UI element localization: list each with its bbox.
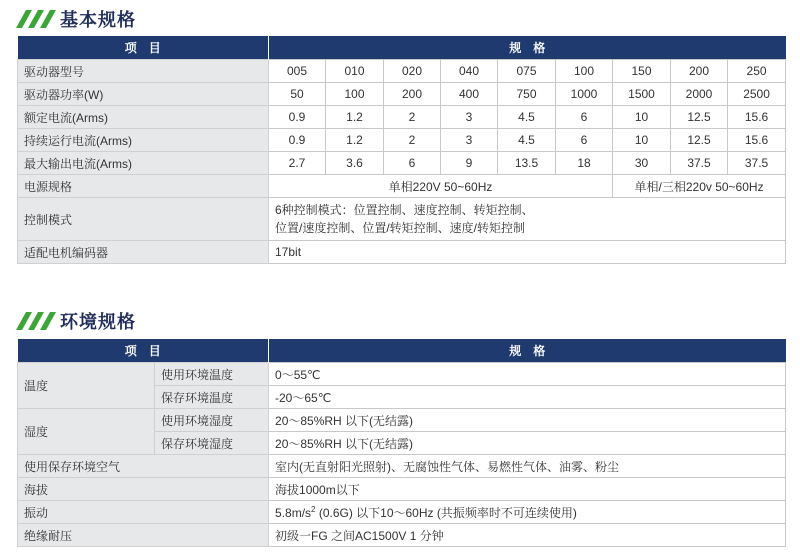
cell: 2000 (671, 83, 728, 106)
header-spec: 规 格 (269, 339, 786, 363)
cell: 4.5 (498, 129, 556, 152)
cell: 10 (613, 129, 671, 152)
cell: 0.9 (269, 129, 326, 152)
power-single-phase: 单相220V 50~60Hz (269, 175, 613, 198)
cell: 6 (556, 129, 613, 152)
row-label: 使用保存环境空气 (18, 455, 269, 478)
table-row (18, 455, 786, 478)
row-label: 持续运行电流(Arms) (18, 129, 269, 152)
row-label: 适配电机编码器 (18, 241, 269, 264)
cell: 初级一FG 之间AC1500V 1 分钟 (269, 524, 786, 547)
table-row (18, 478, 786, 501)
table-row (18, 524, 786, 547)
control-mode-line-2: 位置/速度控制、位置/转矩控制、速度/转矩控制 (275, 221, 526, 235)
basic-spec-heading (16, 7, 136, 31)
cell: 37.5 (728, 152, 786, 175)
header-item: 项 目 (18, 36, 269, 60)
cell: 150 (613, 60, 671, 83)
sub-label: 使用环境温度 (155, 363, 269, 386)
stripe-logo-icon (16, 10, 56, 28)
row-label: 控制模式 (18, 198, 269, 241)
cell: 12.5 (671, 106, 728, 129)
row-label: 温度 (18, 363, 155, 409)
cell: 1000 (556, 83, 613, 106)
cell: 2 (384, 106, 441, 129)
cell: 750 (498, 83, 556, 106)
cell: 30 (613, 152, 671, 175)
cell: 37.5 (671, 152, 728, 175)
table-row (18, 106, 786, 129)
table-row (18, 83, 786, 106)
cell: 005 (269, 60, 326, 83)
env-spec-title: 环境规格 (60, 312, 136, 332)
table-row (18, 129, 786, 152)
row-label: 驱动器型号 (18, 60, 269, 83)
cell: 1.2 (326, 106, 384, 129)
table-row (18, 363, 786, 386)
cell: 10 (613, 106, 671, 129)
cell: 9 (441, 152, 498, 175)
table-header-row (18, 36, 786, 60)
cell: 400 (441, 83, 498, 106)
row-label: 湿度 (18, 409, 155, 455)
cell: 3.6 (326, 152, 384, 175)
cell: 200 (384, 83, 441, 106)
cell: 20～85%RH 以下(无结露) (269, 409, 786, 432)
table-row (18, 60, 786, 83)
sub-label: 保存环境湿度 (155, 432, 269, 455)
vibration-cell (269, 501, 786, 524)
table-row (18, 409, 786, 432)
control-mode-line-1: 6种控制模式：位置控制、速度控制、转矩控制、 (275, 203, 534, 217)
header-item: 项 目 (18, 339, 269, 363)
cell: 100 (556, 60, 613, 83)
cell: 040 (441, 60, 498, 83)
cell: 13.5 (498, 152, 556, 175)
cell: 2 (384, 129, 441, 152)
cell: 010 (326, 60, 384, 83)
stripe-logo-icon (16, 312, 56, 330)
cell: -20～65℃ (269, 386, 786, 409)
table-row (18, 198, 786, 241)
table-row (18, 175, 786, 198)
row-label: 振动 (18, 501, 269, 524)
cell: 1.2 (326, 129, 384, 152)
cell: 6 (384, 152, 441, 175)
cell: 20～85%RH 以下(无结露) (269, 432, 786, 455)
vibration-value: 5.8m/s (275, 505, 312, 520)
sub-label: 保存环境温度 (155, 386, 269, 409)
cell: 250 (728, 60, 786, 83)
cell: 海拔1000m以下 (269, 478, 786, 501)
cell: 020 (384, 60, 441, 83)
cell: 6 (556, 106, 613, 129)
encoder-value: 17bit (269, 241, 786, 264)
vibration-value-rest: (0.6G) 以下10～60Hz (共振频率时不可连续使用) (315, 505, 577, 520)
cell: 075 (498, 60, 556, 83)
cell: 18 (556, 152, 613, 175)
table-header-row (18, 339, 786, 363)
env-spec-heading (16, 309, 136, 333)
cell: 4.5 (498, 106, 556, 129)
cell: 室内(无直射阳光照射)、无腐蚀性气体、易燃性气体、油雾、粉尘 (269, 455, 786, 478)
row-label: 额定电流(Arms) (18, 106, 269, 129)
table-row (18, 152, 786, 175)
cell: 1500 (613, 83, 671, 106)
row-label: 绝缘耐压 (18, 524, 269, 547)
row-label: 最大输出电流(Arms) (18, 152, 269, 175)
control-mode-cell (269, 198, 786, 241)
env-spec-table (17, 339, 786, 547)
cell: 2.7 (269, 152, 326, 175)
row-label: 驱动器功率(W) (18, 83, 269, 106)
cell: 200 (671, 60, 728, 83)
cell: 100 (326, 83, 384, 106)
cell: 15.6 (728, 106, 786, 129)
table-row (18, 501, 786, 524)
power-three-phase: 单相/三相220v 50~60Hz (613, 175, 786, 198)
basic-spec-table (17, 36, 786, 264)
table-row (18, 241, 786, 264)
cell: 2500 (728, 83, 786, 106)
header-spec: 规 格 (269, 36, 786, 60)
sub-label: 使用环境湿度 (155, 409, 269, 432)
cell: 15.6 (728, 129, 786, 152)
cell: 0～55℃ (269, 363, 786, 386)
vibration-exponent: 2 (311, 504, 316, 514)
cell: 50 (269, 83, 326, 106)
row-label: 电源规格 (18, 175, 269, 198)
row-label: 海拔 (18, 478, 269, 501)
cell: 0.9 (269, 106, 326, 129)
cell: 3 (441, 129, 498, 152)
cell: 3 (441, 106, 498, 129)
cell: 12.5 (671, 129, 728, 152)
basic-spec-title: 基本规格 (60, 10, 136, 30)
